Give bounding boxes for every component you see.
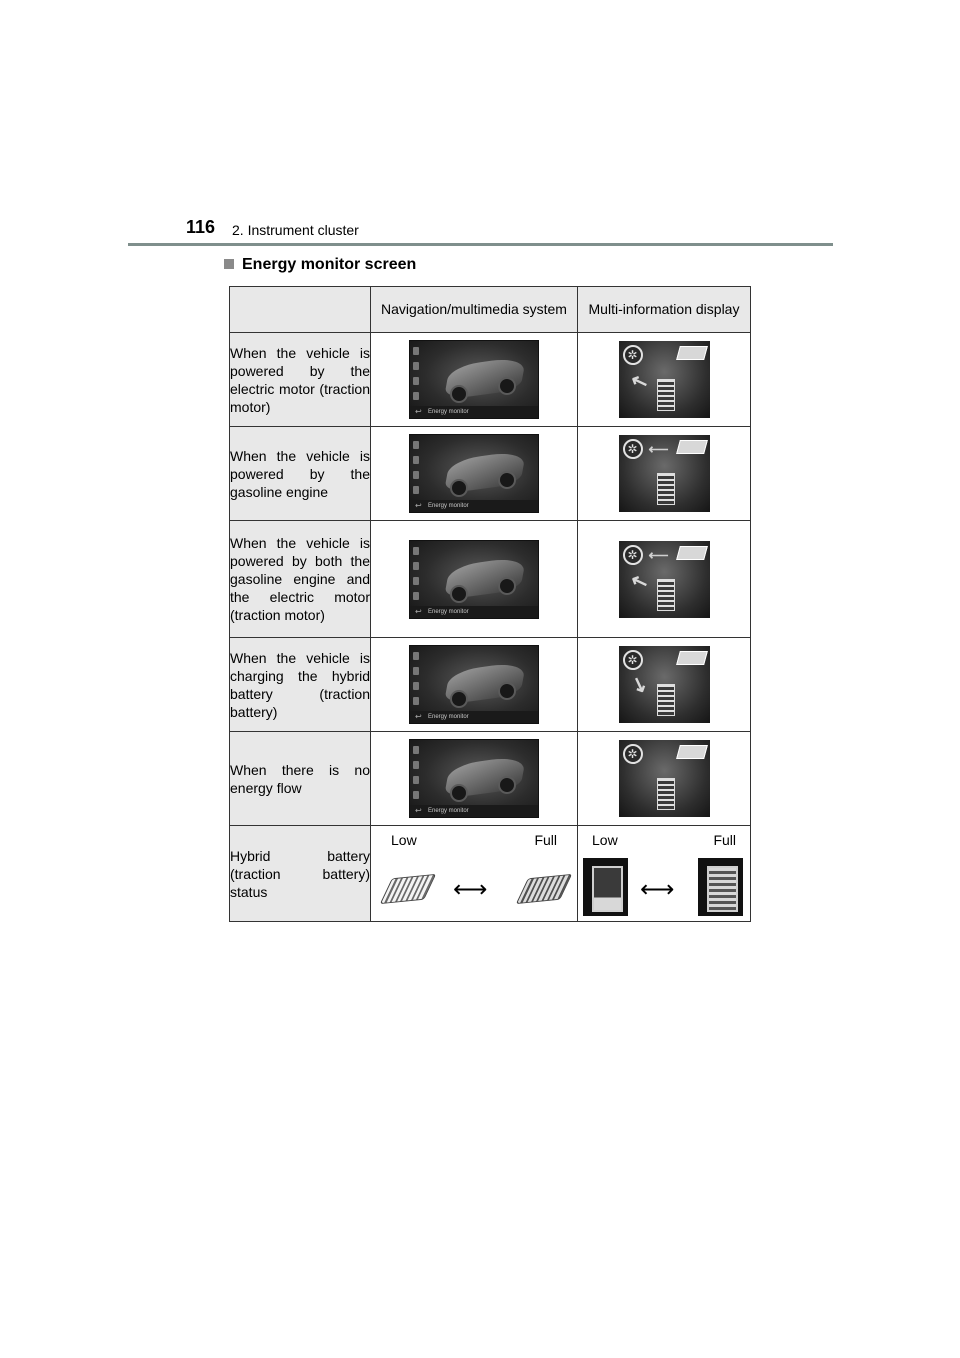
mid-screen-cell <box>578 521 751 638</box>
screen-footer-label: Energy monitor <box>428 503 469 509</box>
battery-icon <box>657 579 675 611</box>
battery-full-icon <box>516 874 573 904</box>
mid-screen-cell <box>578 638 751 732</box>
section-title: 2. Instrument cluster <box>232 222 359 238</box>
back-icon: ↩ <box>415 501 422 510</box>
double-arrow-icon: ⟷ <box>453 876 488 903</box>
car-wheel-icon <box>450 479 468 497</box>
battery-full-icon <box>698 858 743 916</box>
mid-screen-cell <box>578 333 751 427</box>
header-divider <box>128 243 833 246</box>
battery-icon <box>657 684 675 716</box>
nav-screen-cell <box>371 521 578 638</box>
wheel-icon: ✲ <box>623 439 643 459</box>
engine-icon <box>676 440 708 454</box>
mid-screen-cell <box>578 427 751 521</box>
flow-arrow-icon: ↖ <box>627 568 651 595</box>
nav-energy-monitor-screen <box>409 434 539 513</box>
row-description: When the vehicle is powered by both the gasoline engine and the electric motor (traction motor) <box>230 521 371 638</box>
car-wheel-icon <box>498 377 516 395</box>
battery-low-icon <box>380 874 437 904</box>
wheel-icon: ✲ <box>623 650 643 670</box>
table-row <box>230 427 751 521</box>
battery-icon <box>657 473 675 505</box>
screen-footer-label: Energy monitor <box>428 808 469 814</box>
nav-side-icons <box>413 746 423 806</box>
back-icon: ↩ <box>415 407 422 416</box>
battery-icon <box>657 379 675 411</box>
nav-energy-monitor-screen <box>409 739 539 818</box>
nav-energy-monitor-screen <box>409 540 539 619</box>
flow-arrow-icon: ↖ <box>627 368 651 396</box>
screen-footer-label: Energy monitor <box>428 714 469 720</box>
flow-arrow-icon: ⟵ <box>648 546 669 563</box>
screen-footer-label: Energy monitor <box>428 409 469 415</box>
engine-icon <box>676 745 708 759</box>
battery-full-label: Full <box>534 832 557 848</box>
table-row <box>230 333 751 427</box>
back-icon: ↩ <box>415 606 422 616</box>
car-wheel-icon <box>450 690 468 708</box>
car-wheel-icon <box>498 577 516 595</box>
column-header-blank <box>230 287 371 333</box>
battery-low-label: Low <box>592 832 618 848</box>
mid-battery-status-cell <box>578 826 751 922</box>
nav-side-icons <box>413 652 423 712</box>
car-wheel-icon <box>498 682 516 700</box>
nav-side-icons <box>413 441 423 501</box>
engine-icon <box>676 346 708 360</box>
car-wheel-icon <box>450 784 468 802</box>
wheel-icon: ✲ <box>623 545 643 565</box>
table-row <box>230 521 751 638</box>
table-row <box>230 638 751 732</box>
row-description: When the vehicle is powered by the electric motor (traction motor) <box>230 333 371 427</box>
wheel-icon: ✲ <box>623 744 643 764</box>
screen-footer-label: Energy monitor <box>428 608 469 615</box>
nav-screen-cell <box>371 333 578 427</box>
mid-energy-flow-screen <box>619 646 710 723</box>
table-row <box>230 732 751 826</box>
nav-side-icons <box>413 547 423 607</box>
car-wheel-icon <box>498 776 516 794</box>
car-wheel-icon <box>450 385 468 403</box>
heading-text: Energy monitor screen <box>242 256 417 273</box>
row-description: When the vehicle is powered by the gasoline engine <box>230 427 371 521</box>
mid-energy-flow-screen <box>619 435 710 512</box>
engine-icon <box>676 651 708 665</box>
nav-screen-cell <box>371 638 578 732</box>
nav-screen-cell <box>371 732 578 826</box>
row-description: When there is no energy flow <box>230 732 371 826</box>
mid-energy-flow-screen <box>619 341 710 418</box>
page-number: 116 <box>186 217 216 237</box>
double-arrow-icon: ⟷ <box>640 876 675 903</box>
nav-energy-monitor-screen <box>409 340 539 419</box>
wheel-icon: ✲ <box>623 345 643 365</box>
mid-energy-flow-screen <box>619 541 710 618</box>
flow-arrow-icon: ↘ <box>627 671 651 699</box>
table-header-row <box>230 287 751 333</box>
back-icon: ↩ <box>415 806 422 815</box>
row-description: When the vehicle is charging the hybrid battery (traction battery) <box>230 638 371 732</box>
energy-monitor-table <box>229 286 751 922</box>
battery-low-icon <box>583 858 628 916</box>
row-description: Hybrid battery (traction battery) status <box>230 826 371 922</box>
mid-energy-flow-screen <box>619 740 710 817</box>
battery-low-label: Low <box>391 832 417 848</box>
engine-icon <box>676 546 708 560</box>
car-wheel-icon <box>450 585 468 603</box>
column-header-multi-information: Multi-information display <box>578 287 751 333</box>
heading-bullet-icon <box>224 259 234 269</box>
nav-screen-cell <box>371 427 578 521</box>
nav-battery-status-cell <box>371 826 578 922</box>
battery-icon <box>657 778 675 810</box>
table-row-battery-status <box>230 826 751 922</box>
battery-full-label: Full <box>713 832 736 848</box>
nav-side-icons <box>413 347 423 407</box>
nav-energy-monitor-screen <box>409 645 539 724</box>
flow-arrow-icon: ⟵ <box>648 441 669 457</box>
page-heading <box>224 256 416 274</box>
column-header-navigation: Navigation/multimedia system <box>371 287 578 333</box>
car-wheel-icon <box>498 471 516 489</box>
mid-screen-cell <box>578 732 751 826</box>
back-icon: ↩ <box>415 712 422 721</box>
